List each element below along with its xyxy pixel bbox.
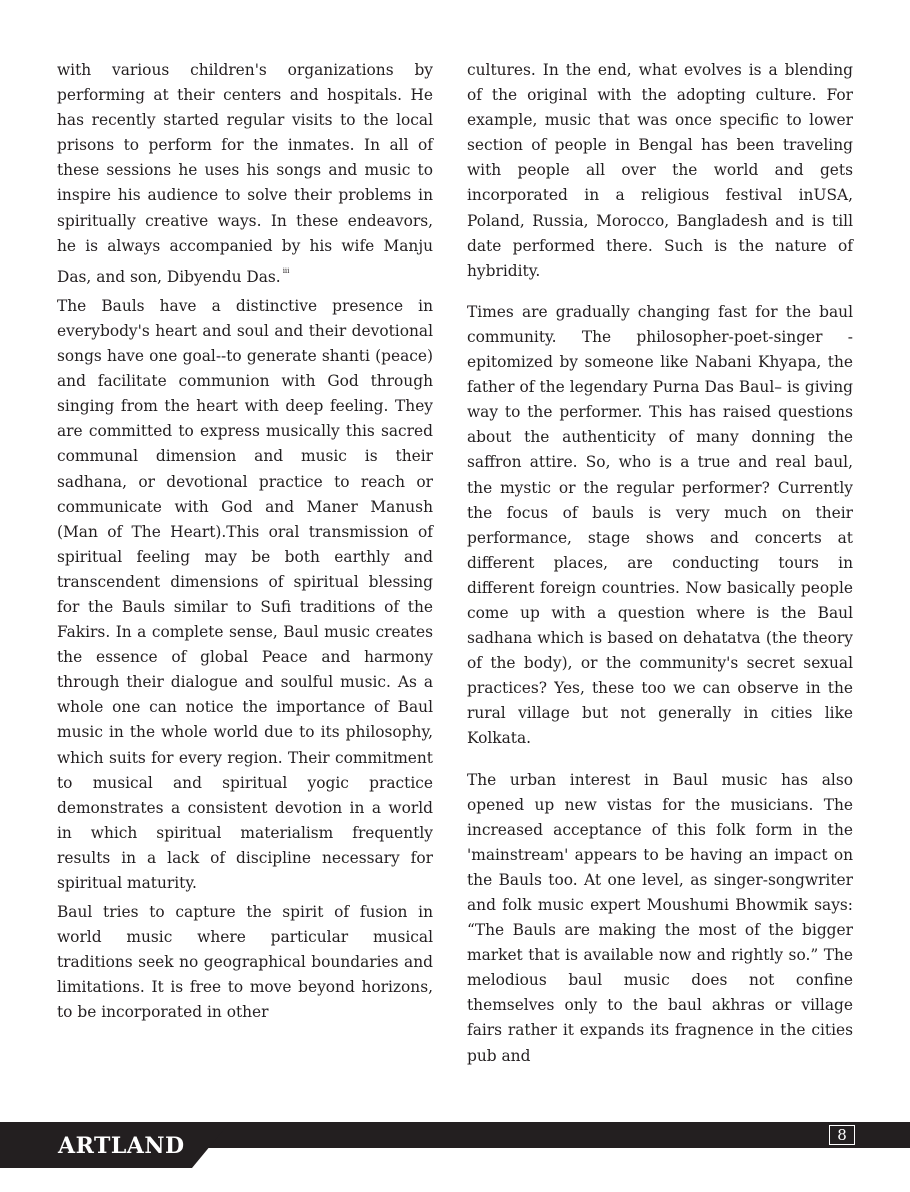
paragraph: cultures. In the end, what evolves is a blending of the original with the adopting culture. For example, music that was once specific to lower section of people in Bengal has been traveling with people all over the world and gets incorporated in a religious festival inUSA, Poland, Russia, Morocco, Bangladesh and is till date performed there. Such is the nature of hybridity.	[467, 61, 853, 280]
paragraph: Baul tries to capture the spirit of fusion in world music where particular musical traditions seek no geographical boundaries and limitations. It is free to move beyond horizons, to be incorporated in other	[57, 903, 433, 1022]
brand-name: ARTLAND	[58, 1133, 185, 1159]
paragraph: Times are gradually changing fast for the baul community. The philosopher-poet-singer -epitomized by someone like Nabani Khyapa, the father of the legendary Purna Das Baul– is giving way to the performer. This has raised questions about the authenticity of many donning the saffron attire. So, who is a true and real baul, the mystic or the regular performer? Currently the focus of bauls is very much on their performance, stage shows and concerts at different places, are conducting tours in different foreign countries. Now basically people come up with a question where is the Baul sadhana which is based on dehatatva (the theory of the body), or the community's secret sexual practices? Yes, these too we can observe in the rural village but not generally in cities like Kolkata.	[467, 302, 853, 748]
right-column	[467, 58, 853, 1069]
paragraph: The urban interest in Baul music has also opened up new vistas for the musicians. The increased acceptance of this folk form in the 'mainstream' appears to be having an impact on the Bauls too. At one level, as singer-songwriter and folk music expert Moushumi Bhowmik says: “The Bauls are making the most of the bigger market that is available now and rightly so.” The melodious baul music does not confine themselves only to the baul akhras or village fairs rather it expands its fragnence in the cities pub and	[467, 770, 853, 1065]
paragraph	[57, 58, 433, 290]
left-column	[57, 58, 433, 1026]
paragraph-text: with various children's organizations by performing at their centers and hospitals. He has recently started regular visits to the local prisons to perform for the inmates. In all of these sessions he uses his songs and music to inspire his audience to solve their problems in spiritually creative ways. In these endeavors, he is always accompanied by his wife Manju Das, and son, Dibyendu Das.	[57, 61, 433, 286]
paragraph: The Bauls have a distinctive presence in everybody's heart and soul and their devotional songs have one goal--to generate shanti (peace) and facilitate communion with God through singing from the heart with deep feeling. They are committed to express musically this sacred communal dimension and music is their sadhana, or devotional practice to reach or communicate with God and Maner Manush (Man of The Heart).This oral transmission of spiritual feeling may be both earthly and transcendent dimensions of spiritual blessing for the Bauls similar to Sufi traditions of the Fakirs. In a complete sense, Baul music creates the essence of global Peace and harmony through their dialogue and soulful music. As a whole one can notice the importance of Baul music in the whole world due to its philosophy, which suits for every region. Their commitment to musical and spiritual yogic practice demonstrates a consistent devotion in a world in which spiritual materialism frequently results in a lack of discipline necessary for spiritual maturity.	[57, 296, 433, 892]
footnote-marker[interactable]: iii	[282, 266, 290, 275]
page-number: 8	[829, 1125, 855, 1145]
